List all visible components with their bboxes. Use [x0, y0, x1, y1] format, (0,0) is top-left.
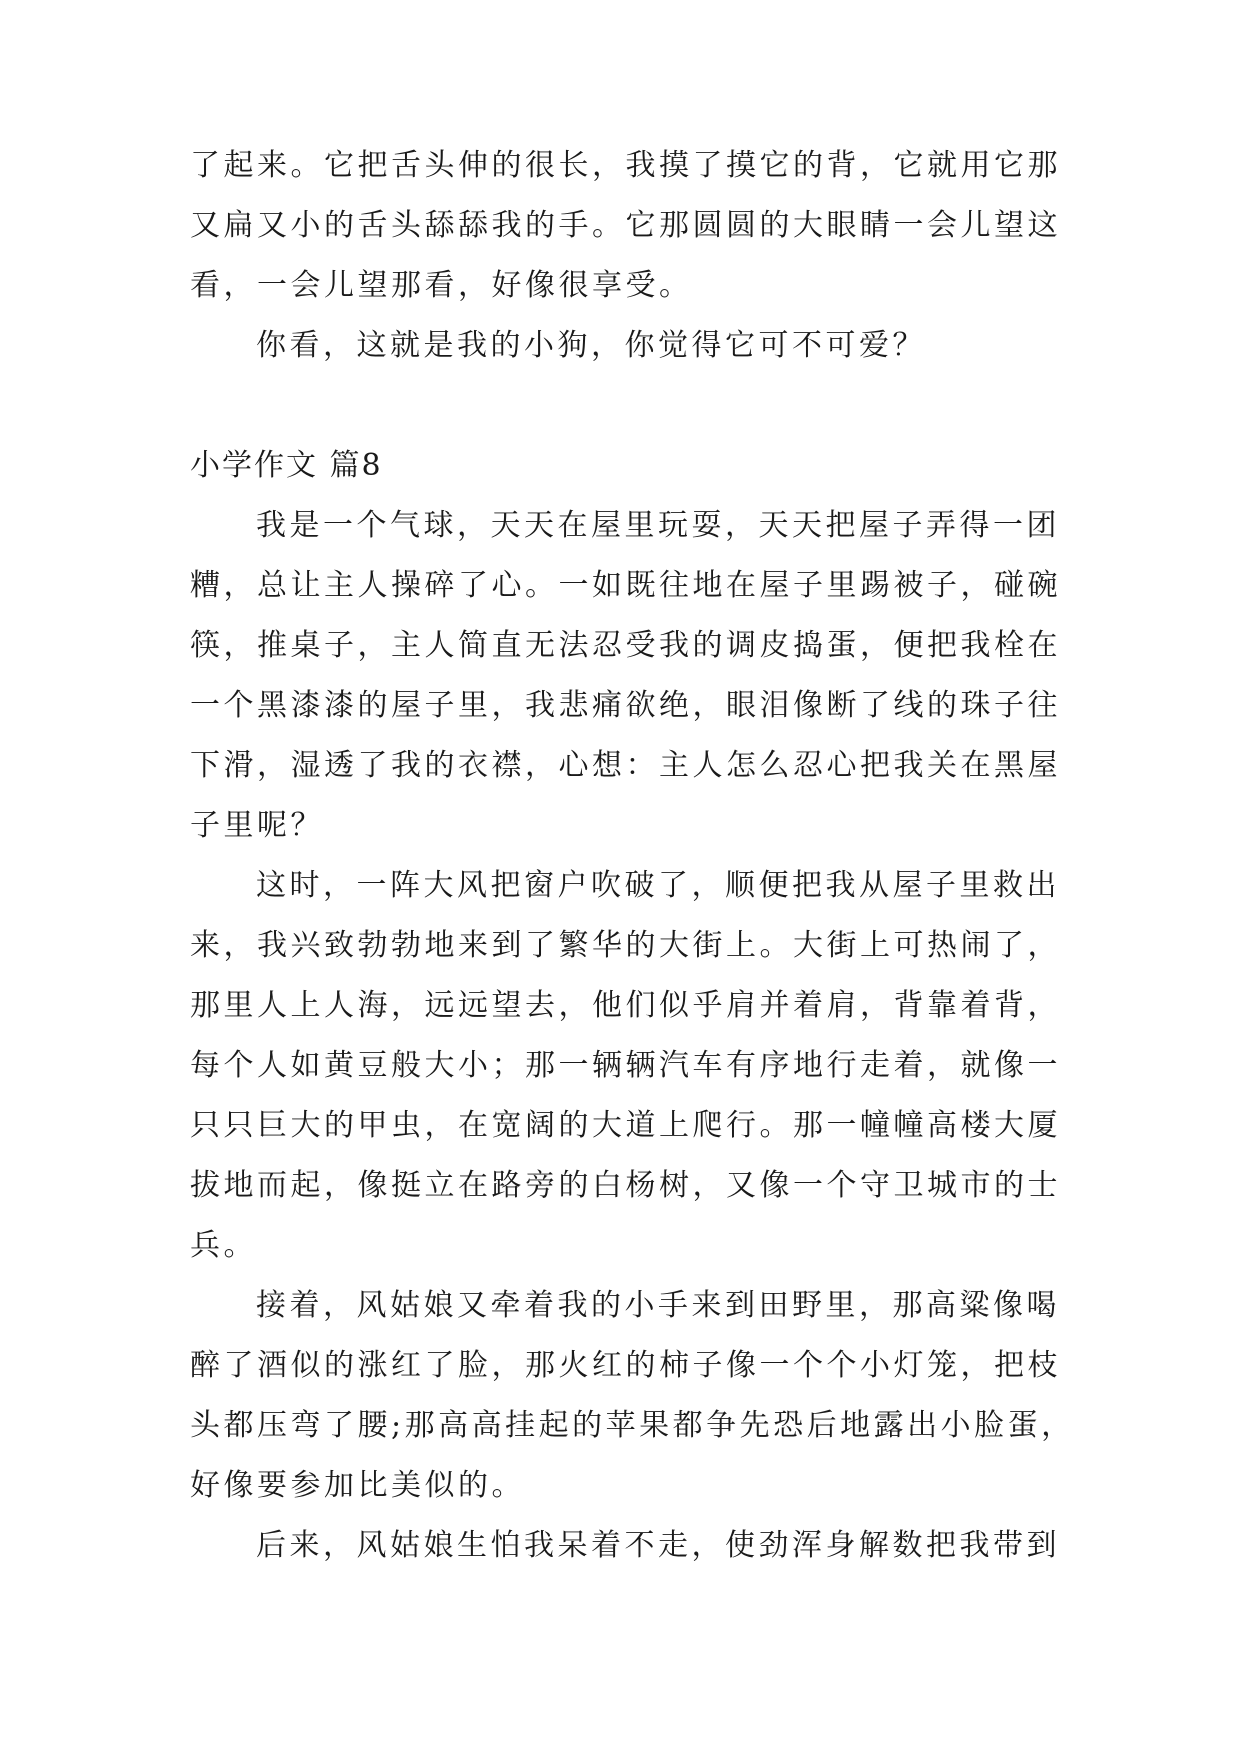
text-line: 又扁又小的舌头舔舔我的手。它那圆圆的大眼睛一会儿望这	[190, 208, 1061, 243]
text-line: 了起来。它把舌头伸的很长，我摸了摸它的背，它就用它那	[190, 148, 1061, 183]
text-line: 一个黑漆漆的屋子里，我悲痛欲绝，眼泪像断了线的珠子往	[190, 688, 1061, 723]
text-line: 接着，风姑娘又牵着我的小手来到田野里，那高粱像喝	[256, 1288, 1060, 1323]
section-title: 小学作文 篇8	[190, 448, 383, 483]
text-line: 子里呢？	[190, 808, 324, 843]
text-line: 筷，推桌子，主人简直无法忍受我的调皮捣蛋，便把我栓在	[190, 628, 1061, 663]
text-line: 醉了酒似的涨红了脸，那火红的柿子像一个个小灯笼，把枝	[190, 1348, 1061, 1383]
text-line: 下滑，湿透了我的衣襟，心想：主人怎么忍心把我关在黑屋	[190, 748, 1061, 783]
text-line: 拔地而起，像挺立在路旁的白杨树，又像一个守卫城市的士	[190, 1168, 1061, 1203]
text-line: 只只巨大的甲虫，在宽阔的大道上爬行。那一幢幢高楼大厦	[190, 1108, 1061, 1143]
text-line: 那里人上人海，远远望去，他们似乎肩并着肩，背靠着背，	[190, 988, 1061, 1023]
text-line: 看，一会儿望那看，好像很享受。	[190, 268, 693, 303]
text-line: 你看，这就是我的小狗，你觉得它可不可爱？	[256, 328, 926, 363]
text-line: 来，我兴致勃勃地来到了繁华的大街上。大街上可热闹了，	[190, 928, 1061, 963]
text-line: 好像要参加比美似的。	[190, 1468, 525, 1503]
text-line: 每个人如黄豆般大小；那一辆辆汽车有序地行走着，就像一	[190, 1048, 1061, 1083]
text-line: 我是一个气球，天天在屋里玩耍，天天把屋子弄得一团	[256, 508, 1060, 543]
text-line: 头都压弯了腰;那高高挂起的苹果都争先恐后地露出小脸蛋，	[190, 1408, 1075, 1443]
text-line: 糟，总让主人操碎了心。一如既往地在屋子里踢被子，碰碗	[190, 568, 1061, 603]
text-line: 这时，一阵大风把窗户吹破了，顺便把我从屋子里救出	[256, 868, 1060, 903]
text-line: 后来，风姑娘生怕我呆着不走，使劲浑身解数把我带到	[256, 1528, 1060, 1563]
text-line: 兵。	[190, 1228, 257, 1263]
